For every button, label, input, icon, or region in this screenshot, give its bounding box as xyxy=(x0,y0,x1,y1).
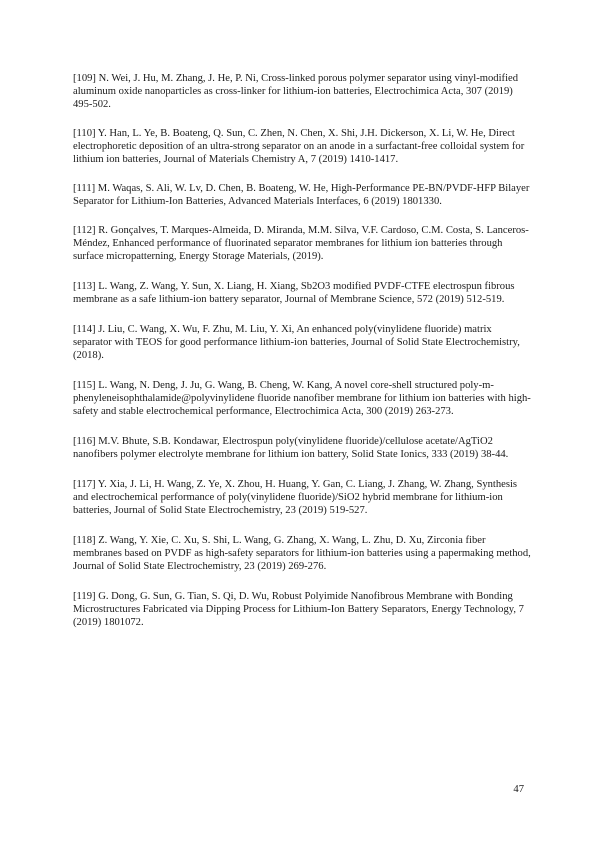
page-number: 47 xyxy=(513,784,524,795)
reference-item-110: [110] Y. Han, L. Ye, B. Boateng, Q. Sun, C. Zhen, N. Chen, X. Shi, J.H. Dickerson, X. Li, W. He, Direct electrophoretic deposition of an ultra-strong separator on an anode in a surfactant-free colloidal system for lithium ion batteries, Journal of Materials Chemistry A, 7 (2019) 1410-1417. xyxy=(73,128,525,165)
reference-item-118: [118] Z. Wang, Y. Xie, C. Xu, S. Shi, L. Wang, G. Zhang, X. Wang, L. Zhu, D. Xu, Zirconia fiber membranes based on PVDF as high-safety separators for lithium-ion batteries using a papermaking method, Journal of Solid State Electrochemistry, 23 (2019) 269-276. xyxy=(73,535,531,572)
reference-item-113: [113] L. Wang, Z. Wang, Y. Sun, X. Liang, H. Xiang, Sb2O3 modified PVDF-CTFE electrospun fibrous membrane as a safe lithium-ion battery separator, Journal of Membrane Science, 572 (2019) 512-519. xyxy=(73,281,515,305)
reference-item-109: [109] N. Wei, J. Hu, M. Zhang, J. He, P. Ni, Cross-linked porous polymer separator using vinyl-modified aluminum oxide nanoparticles as cross-linker for lithium-ion batteries, Electrochimica Acta, 307 (2019) 495-502. xyxy=(73,73,519,110)
reference-item-119: [119] G. Dong, G. Sun, G. Tian, S. Qi, D. Wu, Robust Polyimide Nanofibrous Membrane with Bonding Microstructures Fabricated via Dipping Process for Lithium-Ion Battery Separators, Energy Technology, 7 (2019) 1801072. xyxy=(73,591,524,628)
reference-item-112: [112] R. Gonçalves, T. Marques-Almeida, D. Miranda, M.M. Silva, V.F. Cardoso, C.M. Costa, S. Lanceros-Méndez, Enhanced performance of fluorinated separator membranes for lithium ion batteries through surface micropatterning, Energy Storage Materials, (2019). xyxy=(73,225,529,262)
reference-item-116: [116] M.V. Bhute, S.B. Kondawar, Electrospun poly(vinylidene fluoride)/cellulose acetate/AgTiO2 nanofibers polymer electrolyte membrane for lithium ion battery, Solid State Ionics, 333 (2019) 38-44. xyxy=(73,436,509,460)
reference-item-117: [117] Y. Xia, J. Li, H. Wang, Z. Ye, X. Zhou, H. Huang, Y. Gan, C. Liang, J. Zhang, W. Zhang, Synthesis and electrochemical performance of poly(vinylidene fluoride)/SiO2 hybrid membrane for lithium-ion batteries, Journal of Solid State Electrochemistry, 23 (2019) 519-527. xyxy=(73,479,518,516)
reference-item-111: [111] M. Waqas, S. Ali, W. Lv, D. Chen, B. Boateng, W. He, High-Performance PE-BN/PVDF-HFP Bilayer Separator for Lithium-Ion Batteries, Advanced Materials Interfaces, 6 (2019) 1801330. xyxy=(73,183,530,207)
reference-item-114: [114] J. Liu, C. Wang, X. Wu, F. Zhu, M. Liu, Y. Xi, An enhanced poly(vinylidene fluoride) matrix separator with TEOS for good performance lithium-ion batteries, Journal of Solid State Electrochemistry, (2018). xyxy=(73,324,520,361)
reference-item-115: [115] L. Wang, N. Deng, J. Ju, G. Wang, B. Cheng, W. Kang, A novel core-shell structured poly-m-phenyleneisophthalamide@polyvinylidene fluoride nanofiber membrane for lithium ion batteries with high-safety and stable electrochemical performance, Electrochimica Acta, 300 (2019) 263-273. xyxy=(73,380,531,417)
reference-list xyxy=(73,72,531,646)
